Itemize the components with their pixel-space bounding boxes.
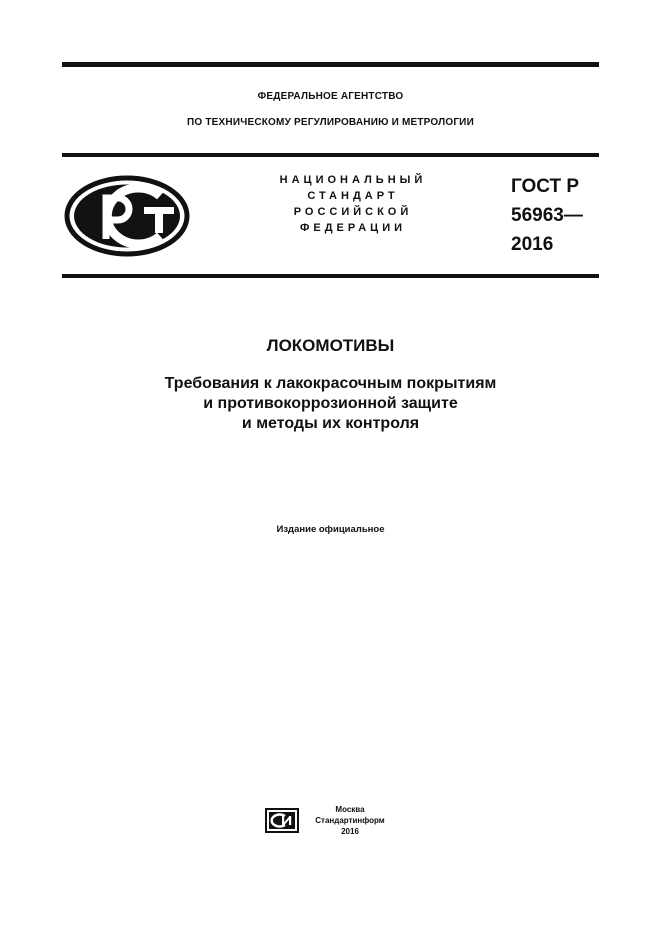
subtitle-line: и методы их контроля (241, 415, 420, 432)
agency-name-line-1: ФЕДЕРАЛЬНОЕ АГЕНТСТВО (257, 91, 404, 102)
gost-r-logo-icon (64, 175, 190, 257)
document-subtitle (62, 374, 599, 434)
designation-line: 2016 (511, 234, 554, 255)
standard-type-line: НАЦИОНАЛЬНЫЙ (279, 174, 427, 186)
gost-r-logo (64, 175, 190, 257)
standard-type-line: РОССИЙСКОЙ (293, 206, 413, 218)
publisher-city: Москва (335, 805, 365, 814)
header-rule (62, 153, 599, 157)
middle-rule (62, 274, 599, 278)
publisher-name: Стандартинформ (315, 816, 385, 825)
top-rule (62, 62, 599, 67)
agency-name-line-2: ПО ТЕХНИЧЕСКОМУ РЕГУЛИРОВАНИЮ И МЕТРОЛОГИИ (187, 117, 474, 128)
standard-type-line: СТАНДАРТ (307, 190, 399, 202)
standard-type (238, 172, 468, 236)
edition-label: Издание официальное (276, 524, 385, 535)
publication-year: 2016 (341, 827, 359, 836)
subtitle-line: Требования к лакокрасочным покрытиям (164, 375, 497, 392)
subtitle-line: и противокоррозионной защите (203, 395, 458, 412)
standard-designation (511, 172, 611, 259)
document-title: ЛОКОМОТИВЫ (266, 336, 395, 355)
designation-line: ГОСТ Р (511, 176, 580, 197)
designation-line: 56963— (511, 205, 583, 226)
publisher-logo (265, 808, 299, 833)
publisher-info (300, 804, 400, 837)
standartinform-logo-icon (265, 808, 299, 833)
standard-type-line: ФЕДЕРАЦИИ (299, 222, 407, 234)
